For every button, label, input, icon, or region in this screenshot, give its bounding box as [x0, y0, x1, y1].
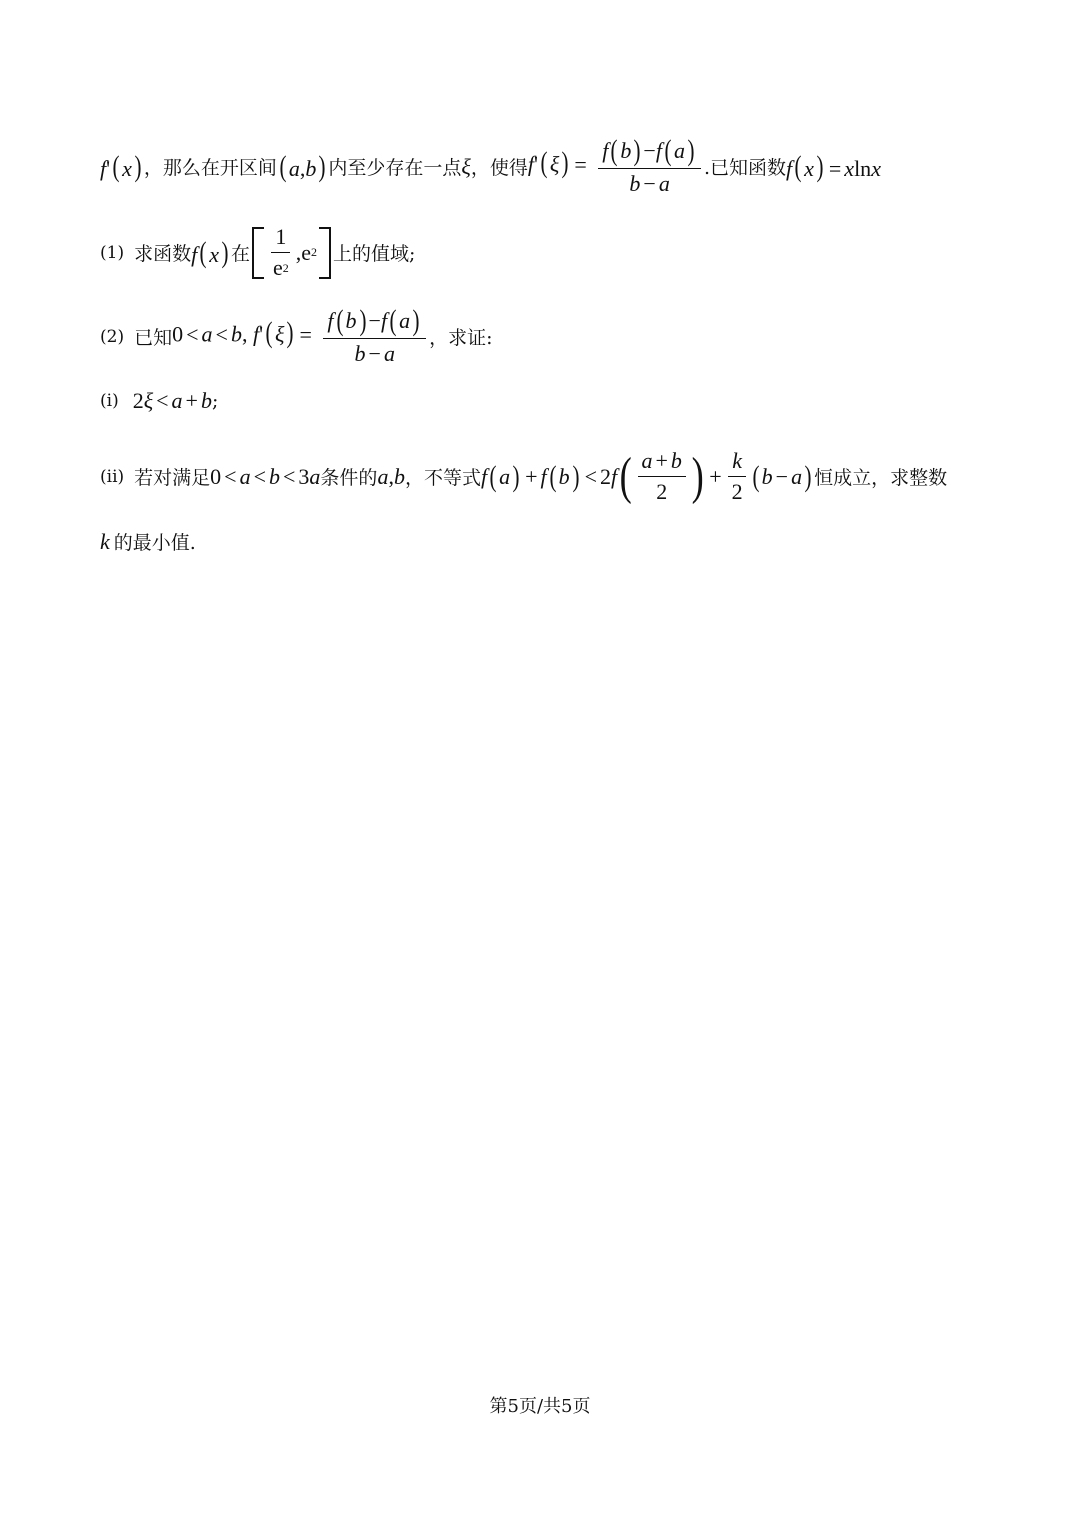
intro-text-1: ，那么在开区间	[143, 157, 277, 179]
math-function-def: f( x) = xlnx	[785, 149, 881, 183]
q2-label: (2)	[100, 326, 125, 347]
qii-text-3: ，不等式	[404, 467, 481, 489]
intro-text-4: .已知函数	[703, 157, 786, 179]
math-fx: f( x)	[191, 235, 229, 269]
question-2-ii	[100, 448, 947, 505]
q1-text-3: 上的值域;	[333, 243, 416, 265]
math-interval-ab: ( a,b)	[279, 149, 326, 183]
q1-text-2: 在	[231, 243, 251, 265]
math-inequality-i: 2ξ < a + b	[132, 388, 212, 413]
qii-text-2: 条件的	[320, 467, 378, 489]
question-2-i	[100, 388, 218, 414]
q1-label: (1)	[100, 242, 125, 263]
math-domain-interval: 1 e 2 ,e 2	[250, 224, 333, 281]
page-footer: 第5页/共5页	[489, 1396, 591, 1417]
intro-text-2: 内至少存在一点	[328, 157, 462, 179]
qii-label: (ii)	[100, 466, 125, 487]
q2-text-1: 已知	[134, 327, 173, 349]
question-2	[100, 306, 492, 367]
math-mean-value: f'( ξ) = f ( b ) − f ( a ) b − a	[528, 136, 704, 197]
math-inequality-ii: f ( a ) + f ( b ) < 2 f ( a + b 2 ) + $\frac{k}{2}$ ( b − a )	[480, 447, 812, 505]
math-fprime-x: f'( x)	[100, 149, 142, 183]
math-range-condition: 0 < a < b < 3a	[210, 463, 321, 489]
qi-tail: ;	[211, 390, 219, 412]
q1-text-1: 求函数	[134, 243, 192, 265]
math-xi: ξ	[461, 153, 471, 179]
q2-text-2: ，求证:	[429, 327, 493, 349]
question-2-ii-continued	[100, 528, 196, 555]
intro-line	[100, 136, 881, 197]
qii-text-4: 恒成立，求整数	[814, 467, 948, 489]
question-1	[100, 224, 415, 281]
math-ab: a,b	[377, 463, 405, 489]
intro-text-3: ，使得	[470, 157, 528, 179]
last-text: 的最小值.	[113, 532, 196, 554]
qii-text-1: 若对满足	[134, 467, 211, 489]
qi-label: (i)	[100, 391, 119, 411]
math-condition: 0 < a < b, f'( ξ) = f ( b ) − f ( a ) b − a	[172, 306, 429, 367]
math-k: k	[100, 528, 110, 554]
